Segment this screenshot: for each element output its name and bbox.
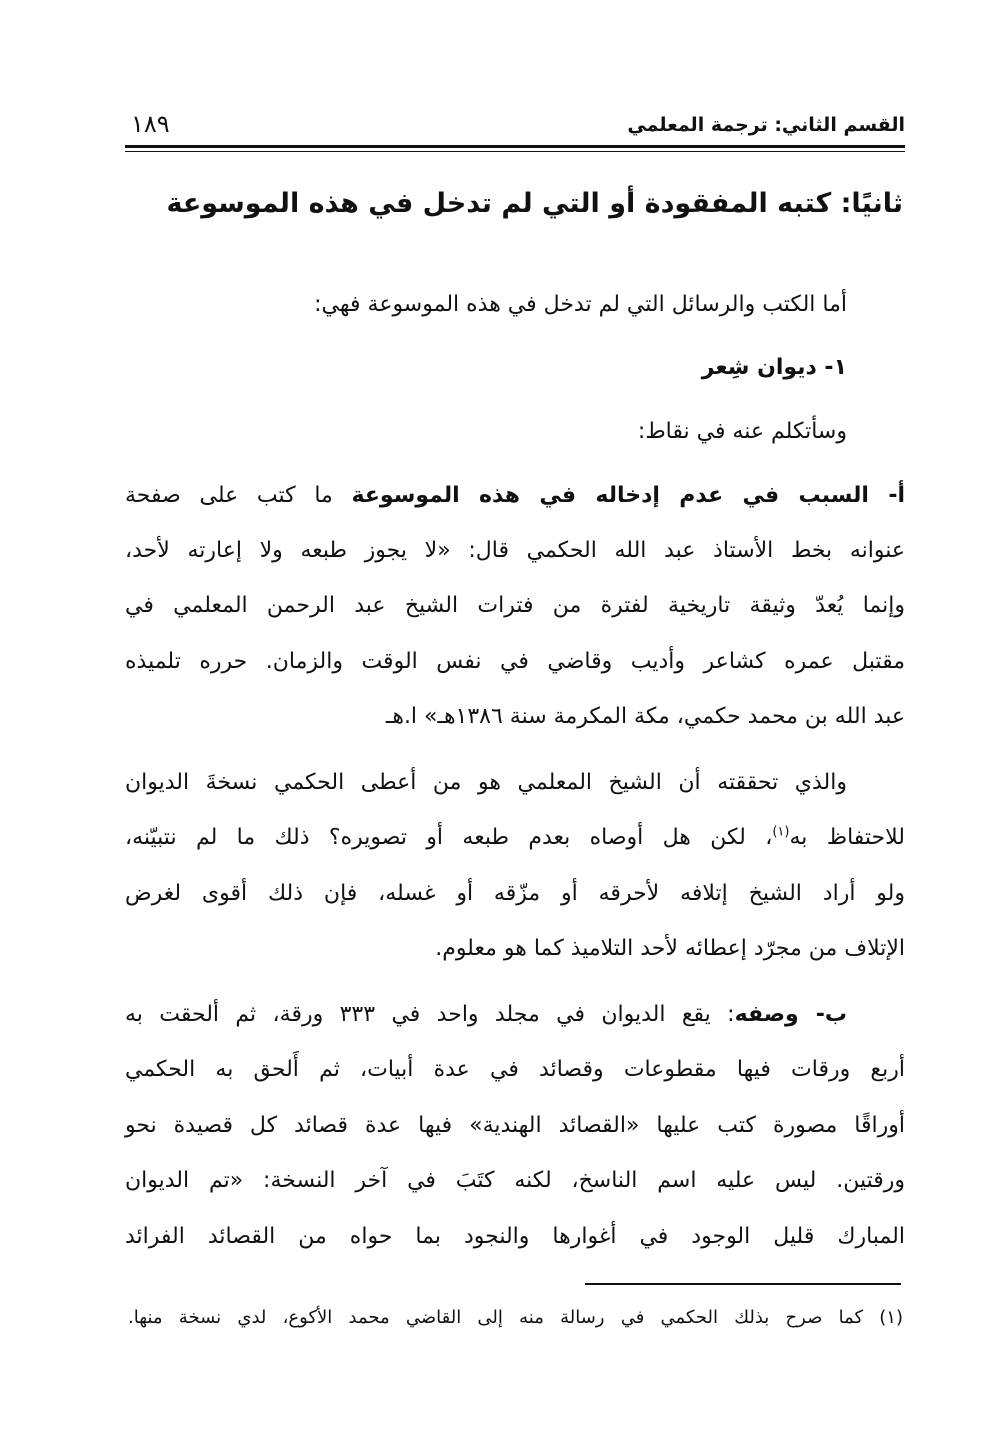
text-segment: عبد الله بن محمد حكمي، مكة المكرمة سنة ١٣٨٦هـ» ا.هـ xyxy=(385,704,905,729)
text-line xyxy=(125,929,905,969)
text-line xyxy=(125,531,905,571)
text-segment: المبارك قليل الوجود في أغوارها والنجود بما حواه من القصائد الفرائد xyxy=(125,1224,905,1249)
text-segment: مقتبل عمره كشاعر وأديب وقاضي في نفس الوقت والزمان. حرره تلميذه xyxy=(125,649,905,674)
text-line xyxy=(125,285,905,325)
running-header xyxy=(125,110,905,146)
text-segment: وإنما يُعدّ وثيقة تاريخية لفترة من فترات الشيخ عبد الرحمن المعلمي في xyxy=(125,593,905,618)
bold-text: ١- ديوان شِعر xyxy=(701,355,847,380)
footnote-reference: (١) xyxy=(772,824,790,840)
text-segment: أما الكتب والرسائل التي لم تدخل في هذه الموسوعة فهي: xyxy=(314,292,847,317)
text-segment: : يقع الديوان في مجلد واحد في ٣٣٣ ورقة، ثم ألحقت به xyxy=(125,1002,735,1027)
text-line xyxy=(125,697,905,737)
page-number: ١٨٩ xyxy=(131,110,170,138)
text-segment: ، لكن هل أوصاه بعدم طبعه أو تصويره؟ ذلك ما لم نتبيّنه، xyxy=(125,825,773,850)
text-line xyxy=(125,1106,905,1146)
text-segment: أوراقًا مصورة كتب عليها «القصائد الهندية» فيها عدة قصائد كل قصيدة نحو xyxy=(125,1113,905,1138)
text-line xyxy=(125,874,905,914)
text-segment: أربع ورقات فيها مقطوعات وقصائد في عدة أبيات، ثم أَلحق به الحكمي xyxy=(125,1057,905,1082)
text-segment: للاحتفاظ به xyxy=(789,825,905,850)
text-segment: ورقتين. ليس عليه اسم الناسخ، لكنه كتَبَ في آخر النسخة: «تم الديوان xyxy=(125,1168,905,1193)
text-line xyxy=(125,1050,905,1090)
bold-text: أ- السبب في عدم إدخاله في هذه الموسوعة xyxy=(351,483,905,508)
section-title: القسم الثاني: ترجمة المعلمي xyxy=(627,114,905,136)
header-rule-thin xyxy=(125,151,905,152)
text-line xyxy=(125,763,905,803)
text-segment: والذي تحققته أن الشيخ المعلمي هو من أعطى الحكمي نسخةَ الديوان xyxy=(125,770,847,795)
text-line xyxy=(125,642,905,682)
text-segment: ما كتب على صفحة xyxy=(125,483,352,508)
text-segment: الإتلاف من مجرّد إعطائه لأحد التلاميذ كما هو معلوم. xyxy=(435,936,905,961)
text-line xyxy=(125,412,905,452)
footnote-separator xyxy=(585,1283,901,1285)
text-line xyxy=(125,1161,905,1201)
text-line xyxy=(125,348,905,388)
text-line xyxy=(125,995,905,1035)
text-line xyxy=(125,1217,905,1257)
footnote: (١) كما صرح بذلك الحكمي في رسالة منه إلى القاضي محمد الأكوع، لدي نسخة منها. xyxy=(128,1307,903,1328)
text-segment: وسأتكلم عنه في نقاط: xyxy=(637,419,847,444)
text-line xyxy=(125,476,905,516)
header-rule-thick xyxy=(125,145,905,148)
text-line xyxy=(125,818,905,858)
text-segment: عنوانه بخط الأستاذ عبد الله الحكمي قال: «لا يجوز طبعه ولا إعارته لأحد، xyxy=(125,538,905,563)
bold-text: ب- وصفه xyxy=(734,1002,847,1027)
section-heading: ثانيًا: كتبه المفقودة أو التي لم تدخل في هذه الموسوعة xyxy=(166,188,903,219)
text-segment: ولو أراد الشيخ إتلافه لأحرقه أو مزّقه أو غسله، فإن ذلك أقوى لغرض xyxy=(125,881,905,906)
text-line xyxy=(125,586,905,626)
